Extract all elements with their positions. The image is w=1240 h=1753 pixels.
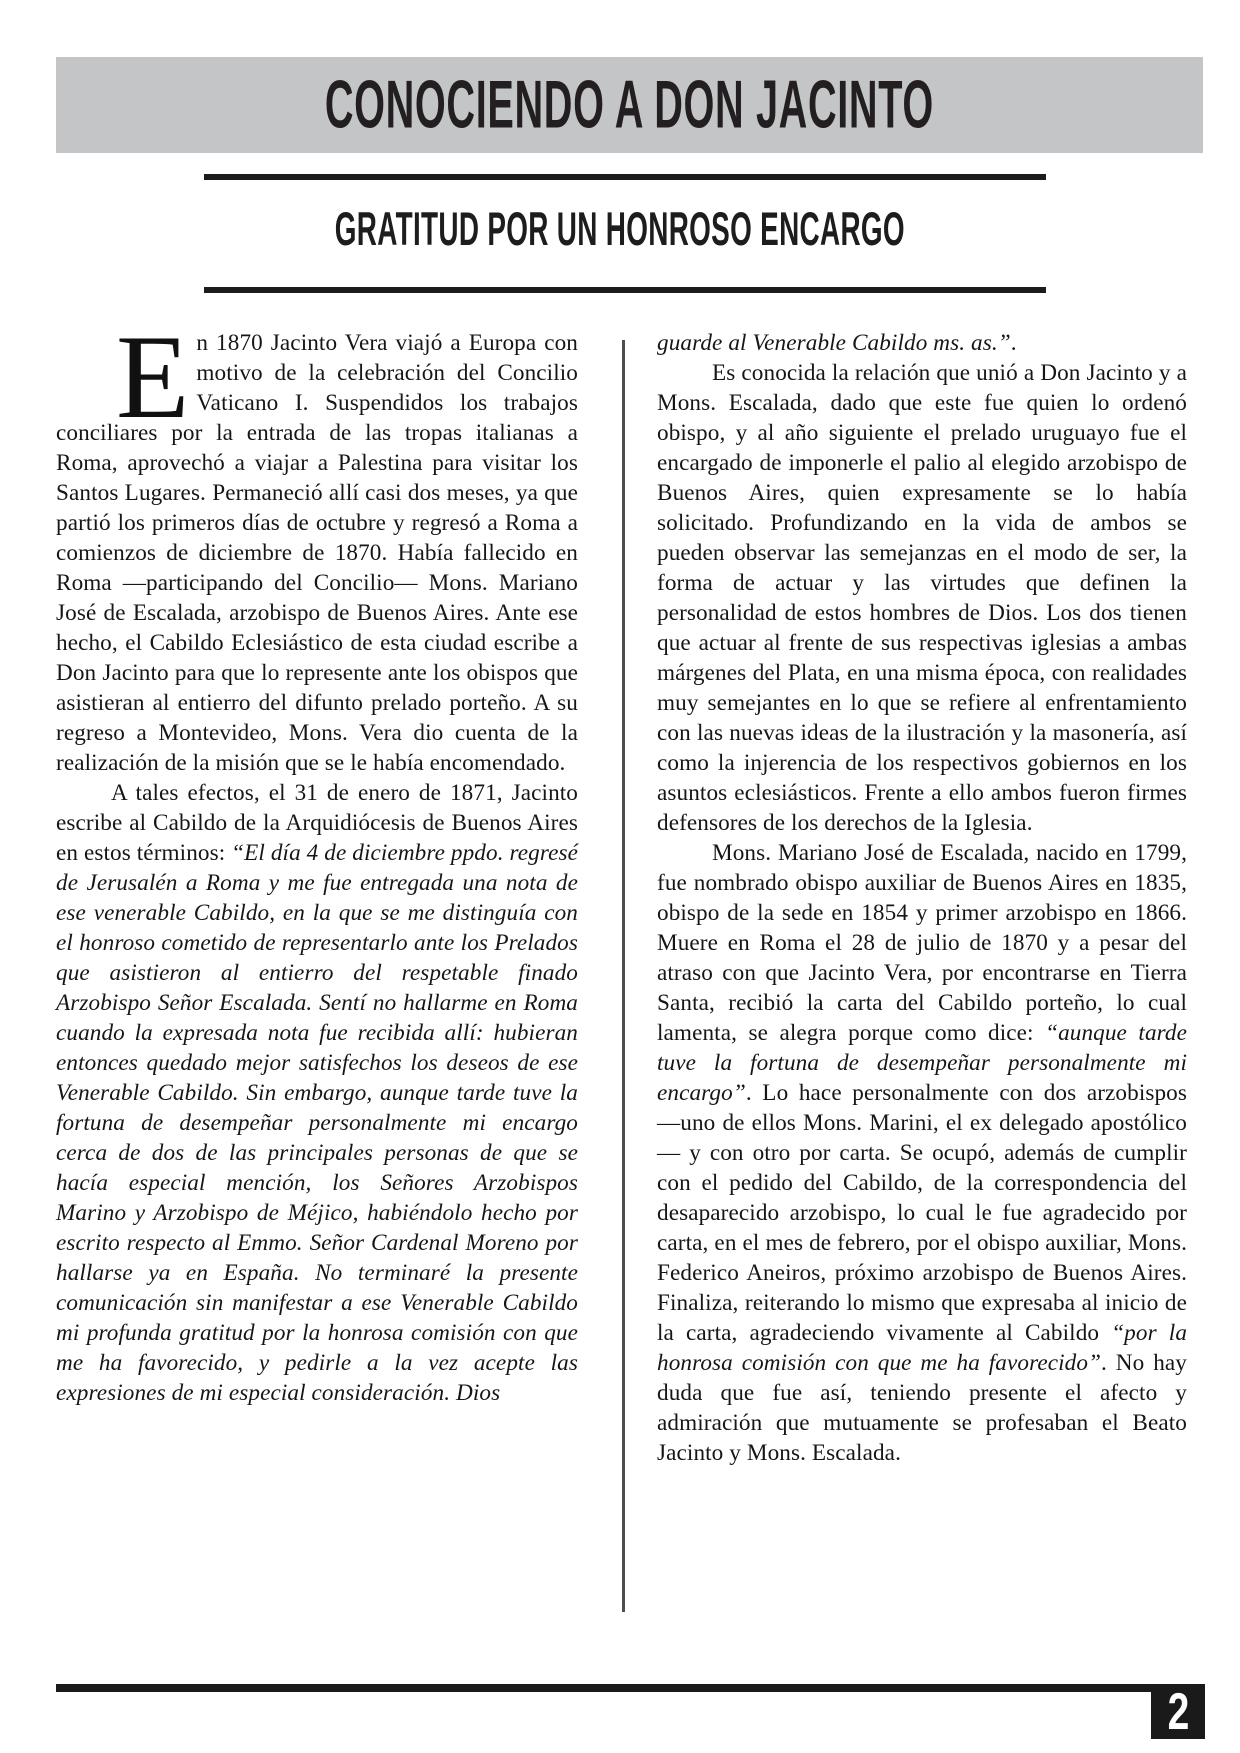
paragraph xyxy=(56,778,578,1408)
subtitle-rule xyxy=(204,287,1046,293)
drop-cap: E xyxy=(116,310,190,443)
quoted-text: “El día 4 de diciembre ppdo. regresé de Jerusalén a Roma y me fue entregada una nota de ese venerable Cabildo, en la que se me distinguía con el honroso cometido de representarlo ante los Prelados que asistieron al entierro del respetable finado Arzobispo Señor Escalada. Sentí no hallarme en Roma cuando la expresada nota fue recibida allí: hubieran entonces quedado mejor satisfechos los deseos de ese Venerable Cabildo. Sin embargo, aunque tarde tuve la fortuna de desempeñar personalmente mi encargo cerca de dos de las principales personas de que se hacía especial mención, los Señores Arzobispos Marino y Arzobispo de Méjico, habiéndolo hecho por escrito respecto al Emmo. Señor Cardenal Moreno por hallarse ya en España. No terminaré la presente comunicación sin manifestar a ese Venerable Cabildo mi profunda gratitud por la honrosa comisión con que me ha favorecido, y pedirle a la vez acepte las expresiones de mi especial consideración. Dios xyxy=(56,840,579,1406)
body-text: . Lo hace personalmente con dos arzobispos —uno de ellos Mons. Marini, el ex delegado apostólico— y con otro por carta. Se ocupó, además de cumplir con el pedido del Cabildo, de la correspondencia del desaparecido arzobispo, lo cual le fue agradecido por carta, en el mes de febrero, por el obispo auxiliar, Mons. Federico Aneiros, próximo arzobispo de Buenos Aires. Finaliza, reiterando lo mismo que expresaba al inicio de la carta, agradeciendo vivamente al Cabildo xyxy=(657,1080,1187,1346)
body-text: Mons. Mariano José de Escalada, nacido en 1799, fue nombrado obispo auxiliar de Buenos Aires en 1835, obispo de la sede en 1854 y primer arzobispo en 1866. Muere en Roma el 28 de julio de 1870 y a pesar del atraso con que Jacinto Vera, por encontrarse en Tierra Santa, recibió la carta del Cabildo porteño, lo cual lamenta, se alegra porque como dice: xyxy=(657,840,1187,1046)
column-right xyxy=(657,328,1187,1612)
footer-bar xyxy=(56,1684,1205,1692)
paragraph xyxy=(657,358,1187,838)
quoted-text: “por la honrosa comisión con que me ha favorecido” xyxy=(657,1320,1188,1376)
body-text: A tales efectos, el 31 de enero de 1871, Jacinto escribe al Cabildo de la Arquidiócesis de Buenos Aires en estos términos: xyxy=(56,780,578,866)
body-text: . xyxy=(1010,330,1017,356)
paragraph xyxy=(657,838,1187,1468)
quoted-text: “aunque tarde tuve la fortuna de desempeñar personalmente mi encargo” xyxy=(657,1020,1187,1106)
page-title: CONOCIENDO A DON JACINTO xyxy=(324,67,935,143)
title-banner xyxy=(56,57,1203,153)
column-left xyxy=(56,310,579,1612)
quoted-text: guarde al Venerable Cabildo ms. as.” xyxy=(657,330,1011,356)
body-text: n 1870 Jacinto Vera viajó a Europa con motivo de la celebración del Concilio Vaticano I. Suspendidos los trabajos conciliares por la entrada de las tropas italianas a Roma, aprovechó a viajar a Palestina para visitar los Santos Lugares. Permaneció allí casi dos meses, ya que partió los primeros días de octubre y regresó a Roma a comienzos de diciembre de 1870. Había fallecido en Roma —participando del Concilio— Mons. Mariano José de Escalada, arzobispo de Buenos Aires. Ante ese hecho, el Cabildo Eclesiástico de esta ciudad escribe a Don Jacinto para que lo represente ante los obispos que asistieran al entierro del difunto prelado porteño. A su regreso a Montevideo, Mons. Vera dio cuenta de la realización de la misión que se le había encomendado. xyxy=(56,330,578,776)
paragraph xyxy=(56,310,578,778)
body-text: . No hay duda que fue así, teniendo presente el afecto y admiración que mutuamente se profesaban el Beato Jacinto y Mons. Escalada. xyxy=(657,1350,1187,1466)
column-divider xyxy=(622,340,625,1612)
page-subtitle: GRATITUD POR UN HONROSO ENCARGO xyxy=(334,201,906,256)
page-number-box xyxy=(1151,1684,1205,1739)
subtitle-row xyxy=(0,201,1240,265)
title-rule xyxy=(204,174,1046,180)
article-columns xyxy=(56,310,1188,1612)
paragraph xyxy=(657,328,1187,358)
page-number: 2 xyxy=(1167,1683,1189,1741)
body-text: Es conocida la relación que unió a Don Jacinto y a Mons. Escalada, dado que este fue quien lo ordenó obispo, y al año siguiente el prelado uruguayo fue el encargado de imponerle el palio al elegido arzobispo de Buenos Aires, quien expresamente se lo había solicitado. Profundizando en la vida de ambos se pueden observar las semejanzas en el modo de ser, la forma de actuar y las virtudes que definen la personalidad de estos hombres de Dios. Los dos tienen que actuar al frente de sus respectivas iglesias a ambas márgenes del Plata, en una misma época, con realidades muy semejantes en lo que se refiere al enfrentamiento con las nuevas ideas de la ilustración y la masonería, así como la injerencia de los respectivos gobiernos en los asuntos eclesiásticos. Frente a ello ambos fueron firmes defensores de los derechos de la Iglesia. xyxy=(657,360,1187,836)
